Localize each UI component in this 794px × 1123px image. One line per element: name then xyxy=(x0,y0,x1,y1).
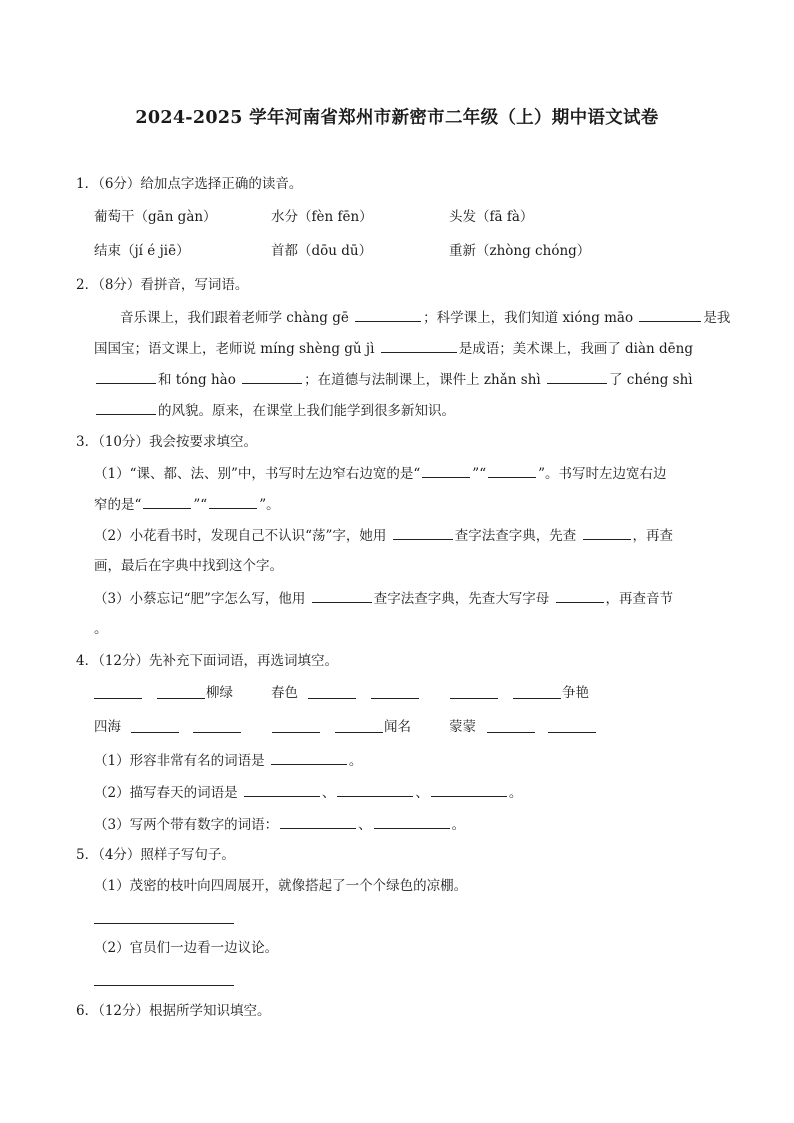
answer-line[interactable] xyxy=(94,985,234,986)
answer-line[interactable] xyxy=(94,923,234,924)
answer-blank[interactable] xyxy=(308,698,356,699)
q1-item-5: 首都（dōu dū） xyxy=(271,243,373,259)
answer-blank[interactable] xyxy=(312,588,372,603)
answer-blank[interactable] xyxy=(374,814,450,829)
answer-blank[interactable] xyxy=(556,588,604,603)
answer-blank[interactable] xyxy=(488,463,536,478)
q5-sub-1: （1）茂密的枝叶向四周展开，就像搭起了一个个绿色的凉棚。 xyxy=(94,878,468,894)
answer-blank[interactable] xyxy=(422,463,470,478)
answer-blank[interactable] xyxy=(548,732,596,733)
q4-sub-1: （1）形容非常有名的词语是 。 xyxy=(94,750,362,771)
q4-word-liulv: 柳绿 xyxy=(206,685,233,701)
q4-word-wenming: 闻名 xyxy=(384,719,411,735)
answer-blank[interactable] xyxy=(381,338,457,353)
answer-blank[interactable] xyxy=(393,525,453,540)
answer-blank[interactable] xyxy=(94,698,142,699)
answer-blank[interactable] xyxy=(96,400,156,415)
q1-item-1: 葡萄干（gān gàn） xyxy=(94,209,217,225)
q3-sub-2-line-1: （2）小花看书时，发现自己不认识“荡”字，她用 查字法查字典，先查 ，再查 xyxy=(94,525,673,546)
q3-sub-1-line-2: 窄的是“ ”“ ”。 xyxy=(94,494,280,515)
answer-blank[interactable] xyxy=(271,750,347,765)
q3-sub-2-line-2: 画，最后在字典中找到这个字。 xyxy=(94,558,283,574)
answer-blank[interactable] xyxy=(355,307,421,322)
q4-sub-3: （3）写两个带有数字的词语： 、 。 xyxy=(94,814,465,835)
q3-sub-3-line-1: （3）小蔡忘记“肥”字怎么写，他用 查字法查字典，先查大写字母 ，再查音节 xyxy=(94,588,673,609)
q5-sub-2: （2）官员们一边看一边议论。 xyxy=(94,940,279,956)
answer-blank[interactable] xyxy=(335,732,383,733)
q2-line-2: 国国宝；语文课上，老师说 míng shèng gǔ jì 是成语；美术课上，我画了 diàn dēng xyxy=(94,338,693,359)
question-2-heading: 2．（8分）看拼音，写词语。 xyxy=(76,277,249,293)
answer-blank[interactable] xyxy=(143,494,191,509)
answer-blank[interactable] xyxy=(431,782,507,797)
q2-line-4: 的风貌。原来，在课堂上我们能学到很多新知识。 xyxy=(94,400,455,421)
q3-sub-3-line-2: 。 xyxy=(94,621,108,637)
q1-item-6: 重新（zhòng chóng） xyxy=(449,243,591,259)
answer-blank[interactable] xyxy=(96,369,156,384)
q4-word-sihai: 四海 xyxy=(94,719,121,735)
question-1-heading: 1．（6分）给加点字选择正确的读音。 xyxy=(76,176,303,192)
q2-line-3: 和 tóng hào ；在道德与法制课上，课件上 zhǎn shì 了 chéng shì xyxy=(94,369,693,390)
answer-blank[interactable] xyxy=(450,698,498,699)
answer-blank[interactable] xyxy=(583,525,631,540)
answer-blank[interactable] xyxy=(209,494,257,509)
q3-sub-1-line-1: （1）“课、都、法、别”中，书写时左边窄右边宽的是“ ”“ ”。书写时左边宽右边 xyxy=(94,463,667,484)
answer-blank[interactable] xyxy=(547,369,607,384)
question-3-heading: 3．（10分）我会按要求填空。 xyxy=(76,434,258,450)
answer-blank[interactable] xyxy=(244,782,320,797)
answer-blank[interactable] xyxy=(272,732,320,733)
answer-blank[interactable] xyxy=(242,369,302,384)
q2-line-1: 音乐课上，我们跟着老师学 chàng gē ；科学课上，我们知道 xióng māo 是我 xyxy=(120,307,730,328)
answer-blank[interactable] xyxy=(639,307,701,322)
answer-blank[interactable] xyxy=(280,814,356,829)
question-6-heading: 6．（12分）根据所学知识填空。 xyxy=(76,1003,271,1019)
answer-blank[interactable] xyxy=(513,698,561,699)
answer-blank[interactable] xyxy=(487,732,535,733)
q4-sub-2: （2）描写春天的词语是 、 、 。 xyxy=(94,782,522,803)
answer-blank[interactable] xyxy=(371,698,419,699)
q1-item-2: 水分（fèn fēn） xyxy=(271,209,373,225)
q4-word-zhengyan: 争艳 xyxy=(562,685,589,701)
q4-word-chunse: 春色 xyxy=(271,685,298,701)
answer-blank[interactable] xyxy=(157,698,205,699)
answer-blank[interactable] xyxy=(337,782,413,797)
q4-word-mengmeng: 蒙蒙 xyxy=(449,719,476,735)
q1-item-3: 头发（fā fà） xyxy=(449,209,534,225)
page-title: 2024-2025 学年河南省郑州市新密市二年级（上）期中语文试卷 xyxy=(135,108,659,128)
question-4-heading: 4．（12分）先补充下面词语，再选词填空。 xyxy=(76,653,339,669)
answer-blank[interactable] xyxy=(193,732,241,733)
q1-item-4: 结束（jí é jiē） xyxy=(94,243,190,259)
question-5-heading: 5．（4分）照样子写句子。 xyxy=(76,847,235,863)
answer-blank[interactable] xyxy=(131,732,179,733)
